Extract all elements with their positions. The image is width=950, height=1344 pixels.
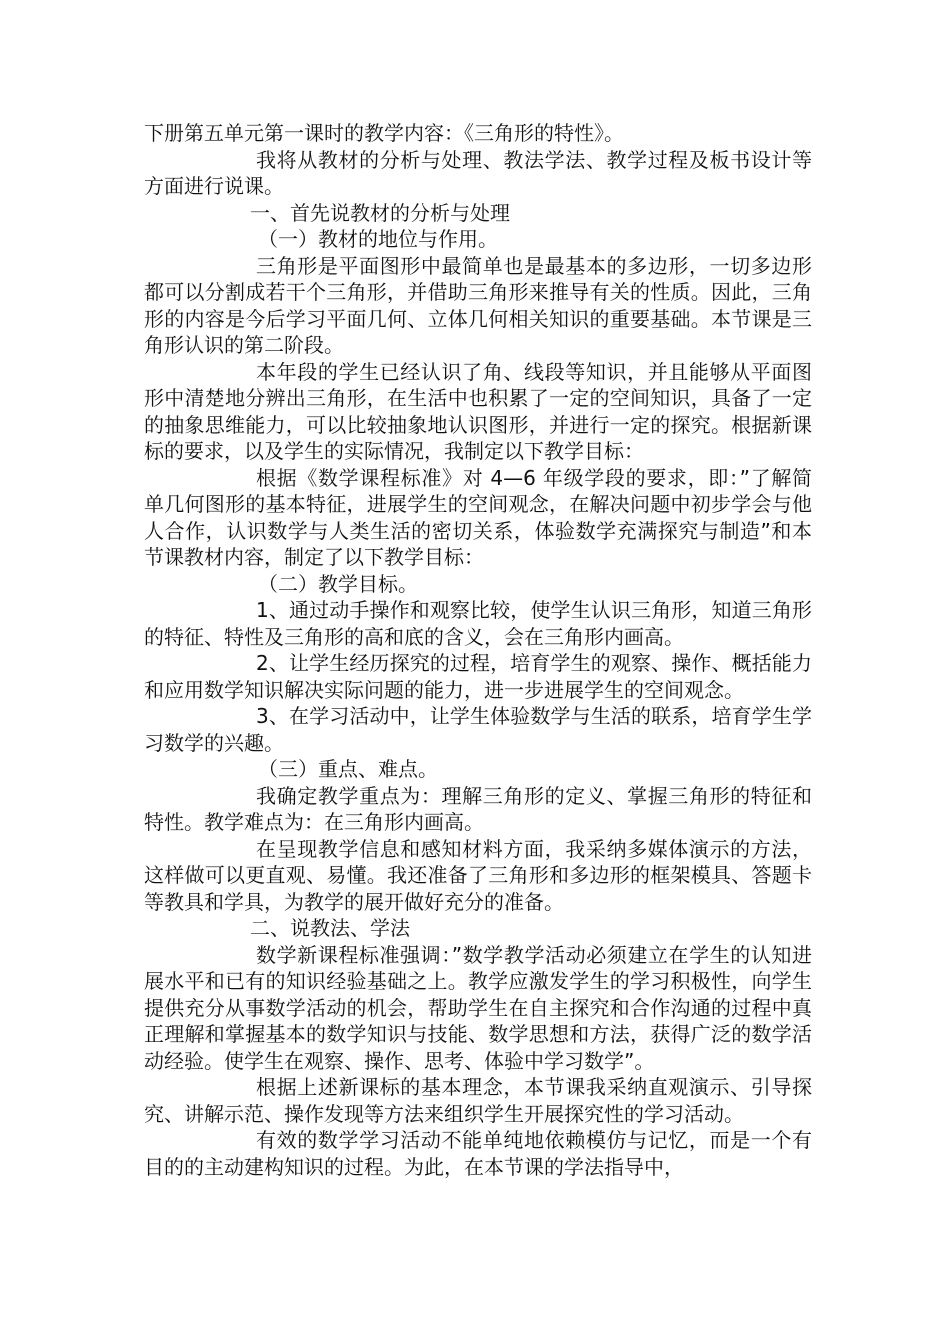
list-item: 3、在学习活动中，让学生体验数学与生活的联系，培育学生学习数学的兴趣。 xyxy=(144,704,812,755)
paragraph: 根据上述新课标的基本理念，本节课我采纳直观演示、引导探究、讲解示范、操作发现等方法来组织学生开展探究性的学习活动。 xyxy=(144,1075,812,1126)
paragraph: 数学新课程标准强调：”数学教学活动必须建立在学生的认知进展水平和已有的知识经验基础之上。教学应激发学生的学习积极性，向学生提供充分从事数学活动的机会，帮助学生在自主探究和合作沟通的过程中真正理解和掌握基本的数学知识与技能、数学思想和方法，获得广泛的数学活动经验。使学生在观察、操作、思考、体验中学习数学”。 xyxy=(144,942,812,1073)
paragraph: 三角形是平面图形中最简单也是最基本的多边形，一切多边形都可以分割成若干个三角形，并借助三角形来推导有关的性质。因此，三角形的内容是今后学习平面几何、立体几何相关知识的重要基础。本节课是三角形认识的第二阶段。 xyxy=(144,253,812,357)
subsection-heading: （三）重点、难点。 xyxy=(258,757,438,781)
section-heading: 一、首先说教材的分析与处理 xyxy=(250,200,510,225)
subsection-heading: （一）教材的地位与作用。 xyxy=(258,227,498,251)
paragraph: 本年段的学生已经认识了角、线段等知识，并且能够从平面图形中清楚地分辨出三角形，在生活中也积累了一定的空间知识，具备了一定的抽象思维能力，可以比较抽象地认识图形，并进行一定的探究。根据新课标的要求，以及学生的实际情况，我制定以下教学目标： xyxy=(144,359,812,463)
paragraph: 在呈现教学信息和感知材料方面，我采纳多媒体演示的方法，这样做可以更直观、易懂。我还准备了三角形和多边形的框架模具、答题卡等教具和学具，为教学的展开做好充分的准备。 xyxy=(144,836,812,914)
paragraph: 有效的数学学习活动不能单纯地依赖模仿与记忆，而是一个有目的的主动建构知识的过程。为此，在本节课的学法指导中， xyxy=(144,1128,812,1179)
document-body xyxy=(144,120,812,1180)
paragraph: 根据《数学课程标准》对 4—6 年级学段的要求，即：”了解简单几何图形的基本特征，进展学生的空间观念，在解决问题中初步学会与他人合作，认识数学与人类生活的密切关系，体验数学充满探究与制造”和本节课教材内容，制定了以下教学目标： xyxy=(144,465,812,569)
section-heading: 二、说教法、学法 xyxy=(250,916,410,940)
paragraph: 下册第五单元第一课时的教学内容：《三角形的特性》。 xyxy=(144,121,624,145)
paragraph: 我确定教学重点为：理解三角形的定义、掌握三角形的特征和特性。教学难点为：在三角形内画高。 xyxy=(144,783,812,834)
subsection-heading: （二）教学目标。 xyxy=(258,571,418,596)
paragraph: 我将从教材的分析与处理、教法学法、教学过程及板书设计等方面进行说课。 xyxy=(144,147,812,198)
list-item: 2、让学生经历探究的过程，培育学生的观察、操作、概括能力和应用数学知识解决实际问题的能力，进一步进展学生的空间观念。 xyxy=(144,651,812,702)
list-item: 1、通过动手操作和观察比较，使学生认识三角形，知道三角形的特征、特性及三角形的高和底的含义，会在三角形内画高。 xyxy=(144,598,812,649)
